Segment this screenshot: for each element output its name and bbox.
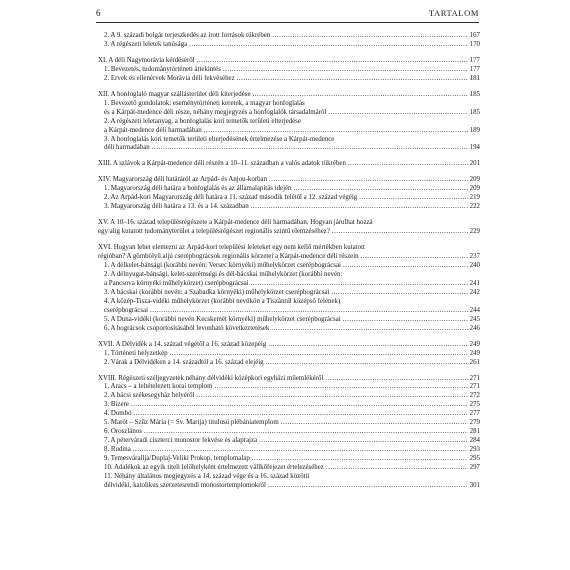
toc-entry (98, 289, 480, 298)
toc-entry-page: 194 (469, 144, 480, 152)
toc-entry-page: 244 (469, 306, 480, 314)
toc-entry-title: 3. Bizere . . . (104, 401, 468, 410)
toc-entry-page: 297 (469, 464, 480, 472)
toc-entry-title: XIII. A szlávok a Kárpát-medence déli részén a 10–11. században a valós adatok tükrében . . . (98, 160, 468, 169)
toc-entry (98, 464, 480, 473)
toc-entry-page: 284 (469, 437, 480, 445)
toc-entry (98, 419, 480, 428)
toc-entry (98, 410, 480, 419)
toc-entry (98, 41, 480, 50)
toc-entry-page: 295 (469, 455, 480, 463)
toc-entry (98, 383, 480, 392)
toc-entry (98, 392, 480, 401)
toc-entry-title: 3. Magyarország déli határa a 13. és a 14. században . . . (104, 203, 468, 212)
toc-entry (98, 32, 480, 41)
toc-entry (98, 437, 480, 446)
toc-entry-title: 2. A régészeti leletanyag, a honfoglalás kori temetők területi elterjedése a Kárpát-medence déli harmadában . . . (104, 118, 468, 136)
toc-entry-page: 177 (469, 56, 480, 64)
toc-entry-page: 246 (469, 324, 480, 332)
toc-entry (98, 203, 480, 212)
toc-entry-page: 209 (469, 185, 480, 193)
toc-entry-title: 1. A délkelet-bánsági (korábbi nevén: Versec környéki) műhelykörzet cserépbográcsai . . . (104, 262, 468, 271)
toc-entry-title: 2. A délnyugat-bánsági, kelet-szerémségi és dél-bácskai műhelykörzet (korábbi nevén: a Pancsova környéki műhelykörzet) cserépbográcsai . . . (104, 271, 468, 289)
toc-entry-title: 2. Az Árpád-kori Magyarország déli határa a 11. század második felétől a 12. század végéig . . . (104, 194, 468, 203)
toc-entry-page: 170 (469, 40, 480, 48)
toc-entry-title: 1. Történeti helyzetkép . . . (104, 350, 468, 359)
toc-entry-title: 11. Néhány általános megjegyzés a 14. század vége és a 16. század közötti délvidéki, katolikus szerzetesrendi monostortemplomokról . . . (104, 473, 468, 491)
toc-entry (98, 428, 480, 437)
toc-entry-page: 242 (469, 288, 480, 296)
toc-entry-page: 293 (469, 446, 480, 454)
toc-entry-page: 249 (469, 340, 480, 348)
toc-entry-page: 201 (469, 160, 480, 168)
toc-entry-page: 271 (469, 383, 480, 391)
toc-entry-page: 245 (469, 315, 480, 323)
toc-entry-title: XII. A honfoglaló magyar szállásterület déli kiterjedése . . . (98, 91, 468, 100)
toc-entry (98, 194, 480, 203)
toc-entry (98, 350, 480, 359)
toc-entry-title: 1. Bevezető gondolatok: eseménytörténeti keretek, a magyar honfoglalás és a Kárpát-medence déli része, néhány megjegyzés a honfoglalók társadalmáról . . . (104, 100, 468, 118)
toc-entry-page: 271 (469, 374, 480, 382)
toc-chapter (98, 341, 480, 350)
toc-entry-page: 189 (469, 126, 480, 134)
header-rule (96, 22, 479, 23)
toc-chapter (98, 160, 480, 169)
toc-entry-title: 10. Adalékok az egyik titeli lelőhelyként értelmezett vállkőfejezet értelezéséhez . . . (104, 464, 468, 473)
toc-entry-title: XVII. A Délvidék a 14. század végétől a 16. század közepéig . . . (98, 341, 468, 350)
toc-entry-title: 3. A honfoglalás kori temetők területi elterjedésének értelmezése a Kárpát-medence déli harmadában . . . (104, 136, 468, 154)
toc-entry-title: 9. Temesvárallja/Duplaj-Veliki Prokop, templomalap . . . (104, 455, 468, 464)
page-number: 6 (96, 8, 101, 18)
toc-entry-page: 301 (469, 481, 480, 489)
toc-entry-title: XV. A 10–16. század településrégészete a Kárpát-medence déli harmadában. Hogyan járulhat hozzá egy alig kutatott tudományterület a településrégészet regionális szintű elemzéséhez? . . . (98, 219, 468, 237)
toc-entry-title: 4. A közép-Tisza-vidéki műhelykörzet (korábbi nevükön a Tiszántúl középső felének) cserépbográcsai . . . (104, 298, 468, 316)
toc-chapter (98, 91, 480, 100)
toc-entry (98, 455, 480, 464)
toc-entry-page: 229 (469, 228, 480, 236)
toc-entry-title: 6. Oroszlános . . . (104, 428, 468, 437)
toc-entry-page: 261 (469, 358, 480, 366)
toc-entry-page: 281 (469, 428, 480, 436)
toc-entry-page: 167 (469, 32, 480, 39)
toc-entry (98, 271, 480, 289)
toc-entry-page: 237 (469, 253, 480, 261)
toc-chapter (98, 244, 480, 262)
toc-entry-title: 6. A bográcsok csoportosításából levonható következtetések . . . (104, 325, 468, 334)
toc-entry-title: XVI. Hogyan lehet elemezni az Árpád-kori települési leleteket egy nem kellő mértékben kutatott régióban? A gömbölyű aljú cserépbográcsok regionális körzetei a Kárpát-medence déli részein . . . (98, 244, 468, 262)
toc-chapter (98, 176, 480, 185)
toc-entry-title: 4. Dombó . . . (104, 410, 468, 419)
toc-entry (98, 100, 480, 118)
toc-entry-page: 219 (469, 194, 480, 202)
toc-entry-title: 1. Magyarország déli határa a honfoglalás és az államalapítás idején . . . (104, 185, 468, 194)
toc-entry-page: 277 (469, 410, 480, 418)
toc-chapter (98, 219, 480, 237)
toc-entry (98, 401, 480, 410)
toc-entry-title: 2. A 9. századi bolgár terjeszkedés az írott források tükrében . . . (104, 32, 468, 41)
toc-entry-title: 7. A péterváradi ciszterci monostor fekvése és alaprajza . . . (104, 437, 468, 446)
toc-entry-page: 241 (469, 279, 480, 287)
toc-entry-page: 279 (469, 419, 480, 427)
toc-entry-page: 181 (469, 74, 480, 82)
toc-entry-page: 209 (469, 176, 480, 184)
toc-entry (98, 316, 480, 325)
toc-entry (98, 262, 480, 271)
toc-entry-title: XI. A déli Nagymorávia kérdéséről . . . (98, 57, 468, 66)
toc-entry-title: 2. A bácsi székesegyház helyéről . . . (104, 392, 468, 401)
toc-entry-title: 8. Rudina . . . (104, 446, 468, 455)
toc-entry-page: 240 (469, 262, 480, 270)
toc-entry-page: 249 (469, 349, 480, 357)
toc-entry (98, 325, 480, 334)
toc-entry-title: 1. Aracs – a feltételezett korai templom . . . (104, 383, 468, 392)
toc-entry-page: 272 (469, 392, 480, 400)
toc-entry (98, 75, 480, 84)
running-head: TARTALOM (428, 8, 479, 18)
toc-entry (98, 359, 480, 368)
toc-entry-page: 185 (469, 108, 480, 116)
toc-entry-title: 5. Marót – Szűz Mária (= Sv. Marija) titulusú plébániatemplom . . . (104, 419, 468, 428)
toc-entry-title: 3. A régészeti leletek tanúsága . . . (104, 41, 468, 50)
toc-entry-title: XVIII. Régészeti széljegyzetek néhány délvidéki középkori egyházi műemlékéről . . . (98, 375, 468, 384)
toc-entry-page: 275 (469, 401, 480, 409)
toc-entry-title: 5. A Duna-vidéki (korábbi nevén Kecskemét környéki) műhelykörzet cserépbográcsai . . . (104, 316, 468, 325)
toc-entry (98, 136, 480, 154)
toc-entry (98, 66, 480, 75)
table-of-contents (98, 32, 480, 491)
toc-entry-title: 3. A bácskai (korábbi nevén: a Szabadka környéki) műhelykörzet cserépbográcsai . . . (104, 289, 468, 298)
toc-entry-title: XIV. Magyarország déli határáról az Árpád- és Anjou-korban . . . (98, 176, 468, 185)
toc-chapter (98, 375, 480, 384)
toc-entry (98, 473, 480, 491)
toc-entry-title: 2. Várak a Délvidéken a 14. századtól a 16. század elejéig . . . (104, 359, 468, 368)
toc-entry (98, 185, 480, 194)
toc-entry-page: 222 (469, 203, 480, 211)
toc-entry-page: 185 (469, 90, 480, 98)
toc-entry (98, 446, 480, 455)
toc-chapter (98, 57, 480, 66)
toc-entry-page: 177 (469, 65, 480, 73)
toc-entry (98, 118, 480, 136)
toc-entry (98, 298, 480, 316)
toc-entry-title: 2. Érvek és ellenérvek Morávia déli fekvéséhez . . . (104, 75, 468, 84)
toc-entry-title: 1. Bevezetés, tudománytörténeti áttekintés . . . (104, 66, 468, 75)
